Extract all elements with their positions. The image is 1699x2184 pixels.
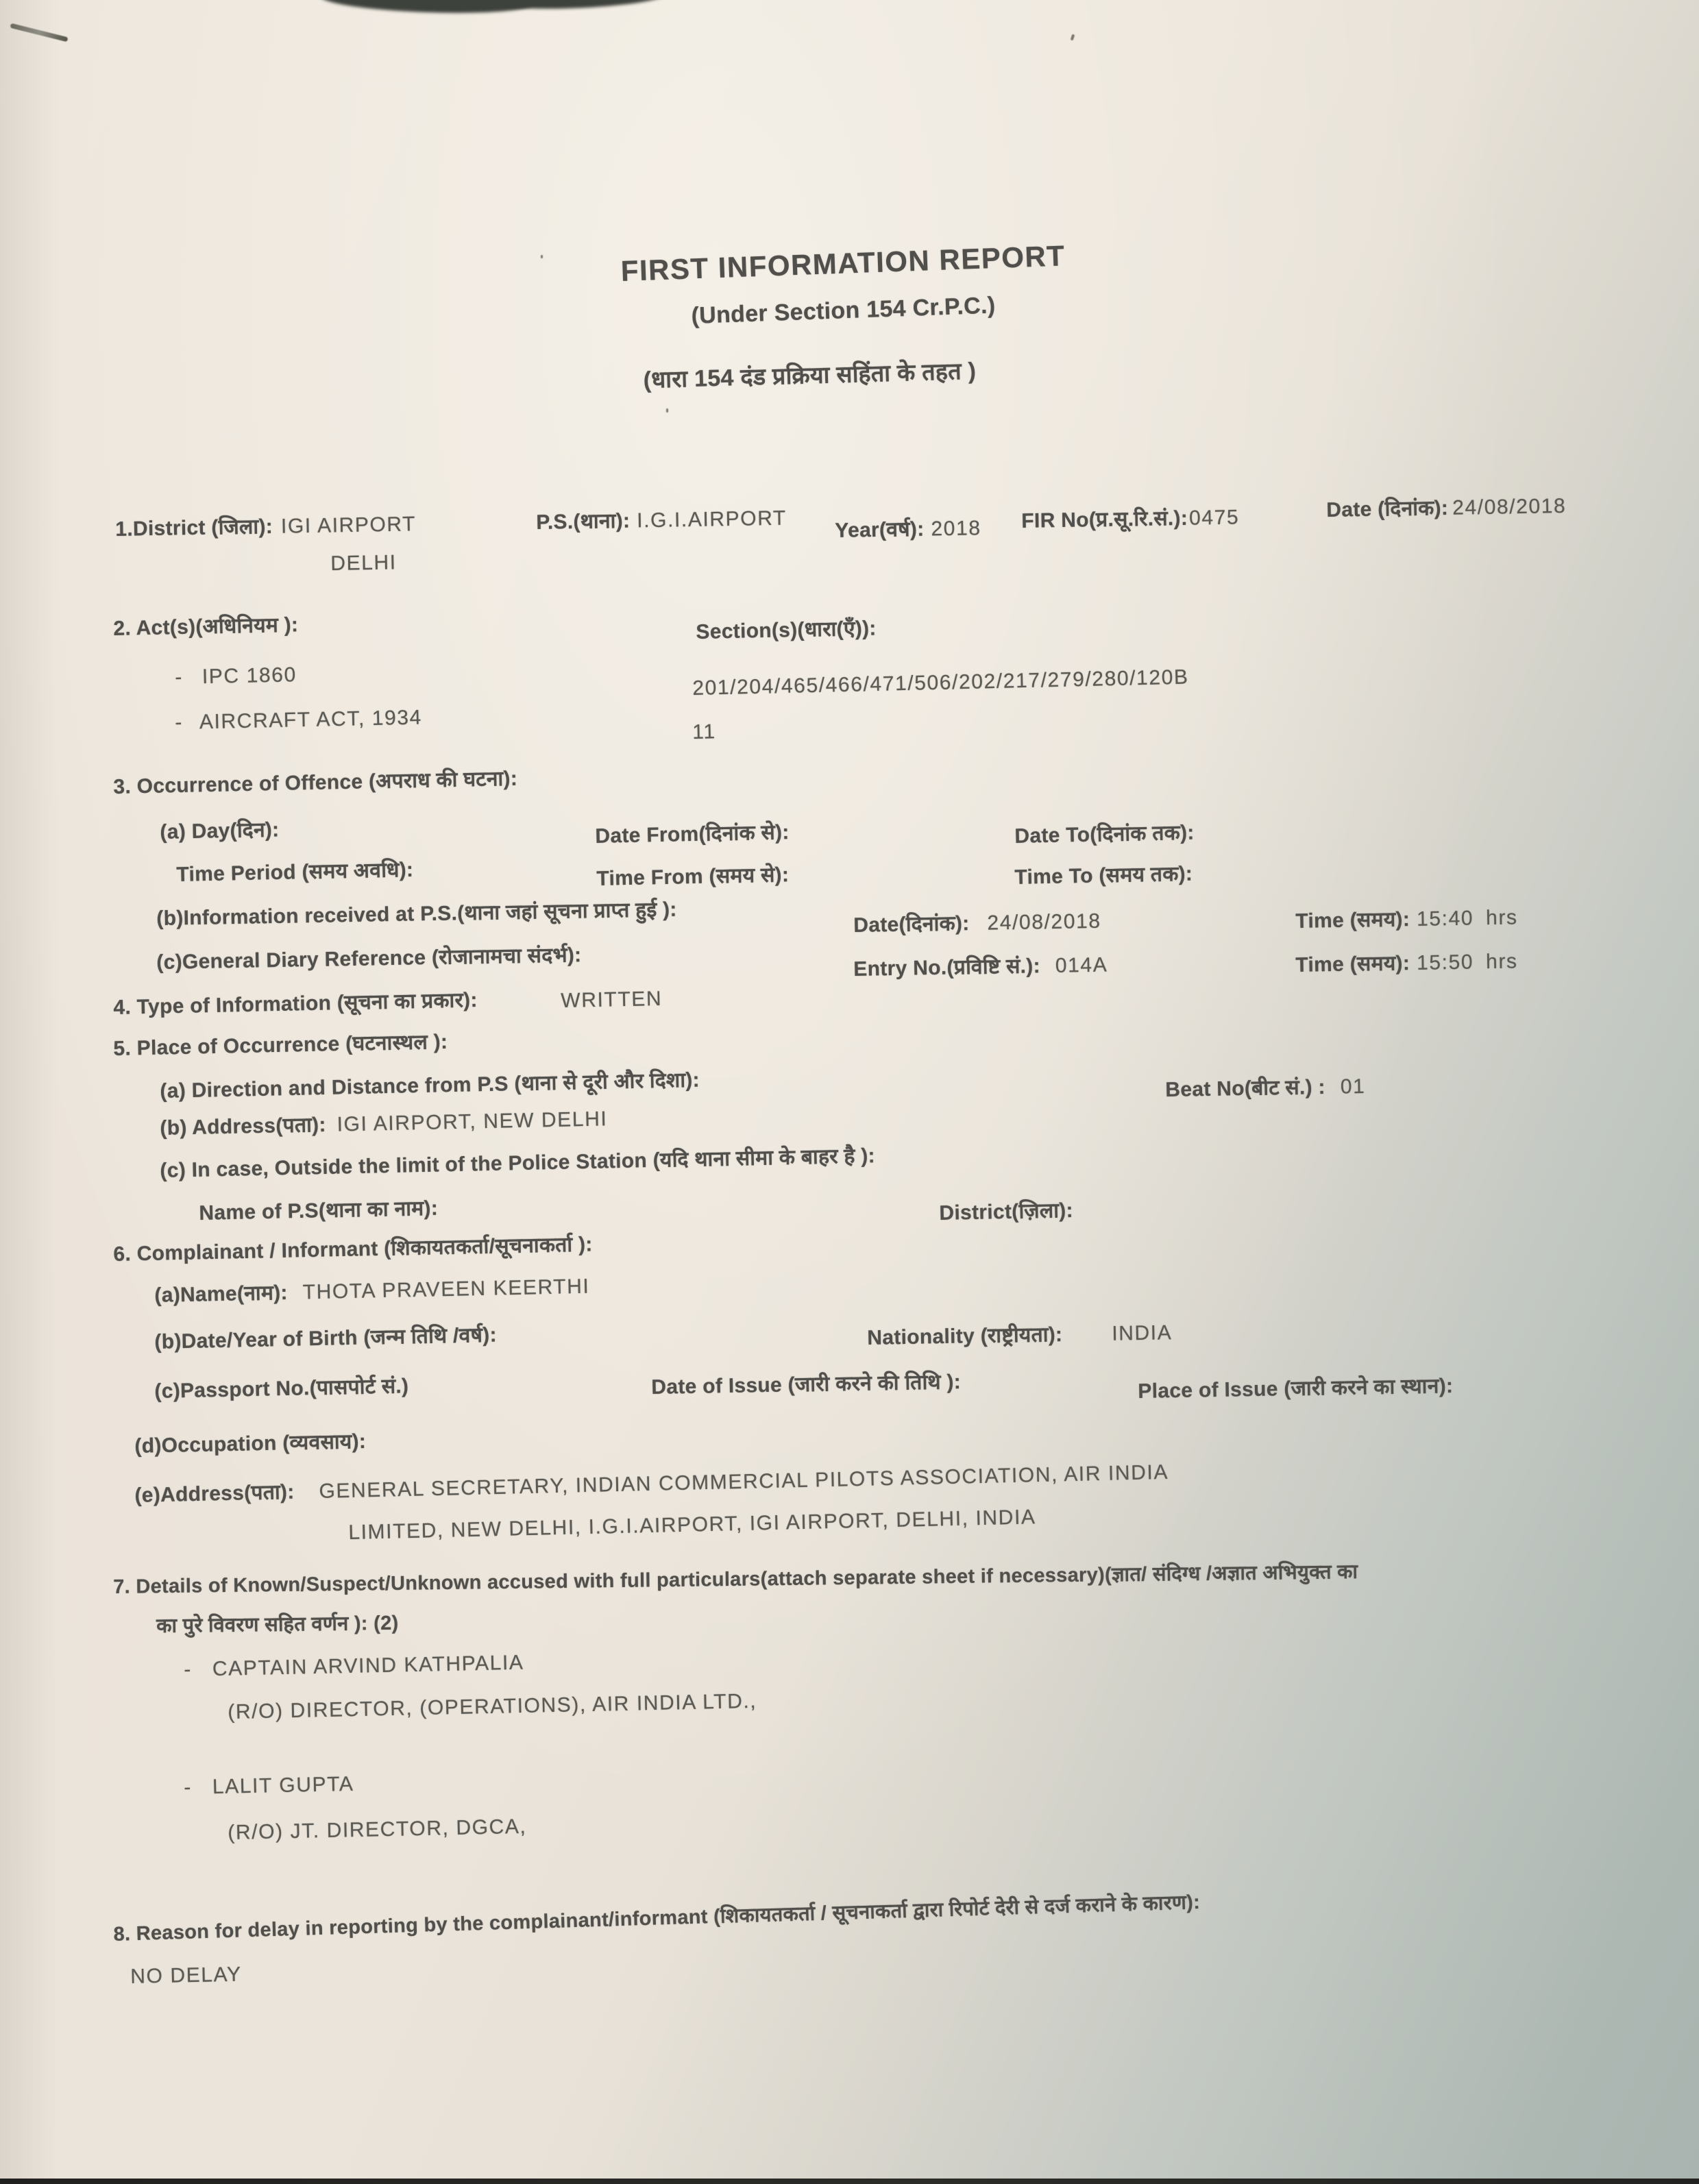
date-from-label: Date From(दिनांक से):: [595, 821, 790, 848]
page-title: [620, 239, 1066, 288]
gd-time-unit: hrs: [1485, 950, 1518, 974]
acts-heading: 2. Act(s)(अधिनियम ):: [113, 613, 299, 640]
act-bullet: -: [175, 711, 184, 734]
district-value: IGI AIRPORT: [280, 513, 417, 538]
issue-date-label: Date of Issue (जारी करने की तिथि ):: [651, 1371, 962, 1399]
info-date-label: Date(दिनांक):: [853, 912, 970, 937]
scan-bottom-edge: [0, 2179, 1699, 2184]
scan-speck: [541, 255, 543, 258]
complainant-name: [154, 1271, 590, 1308]
field-ps: [536, 503, 787, 535]
info-received-label: (b)Information received at P.S.(थाना जहां सूचना प्राप्त हुई ):: [156, 898, 677, 930]
gd-time-value: 15:50: [1416, 950, 1474, 974]
accused-heading-line2: का पुरे विवरण सहित वर्णन ): (2): [156, 1612, 399, 1637]
ps-label: P.S.(थाना):: [536, 509, 631, 534]
time-from-label: Time From (समय से):: [596, 863, 790, 890]
complainant-heading: 6. Complainant / Informant (शिकायतकर्ता/सूचनाकर्ता ):: [113, 1233, 593, 1266]
field-year: [835, 513, 981, 543]
complainant-name-value: THOTA PRAVEEN KEERTHI: [302, 1275, 590, 1304]
accused-bullet: -: [184, 1658, 193, 1681]
delay-reason-label: 8. Reason for delay in reporting by the complainant/informant (शिकायतकर्ता / सूचनाकर्ता द्वारा रिपोर्ट देरी से दर्ज कराने के कारण):: [113, 1891, 1201, 1946]
year-value: 2018: [931, 517, 981, 541]
type-of-information-value: WRITTEN: [561, 987, 663, 1012]
dob-label: (b)Date/Year of Birth (जन्म तिथि /वर्ष):: [154, 1323, 498, 1353]
info-date-value: 24/08/2018: [987, 909, 1101, 935]
gd-entry-value: 014A: [1055, 953, 1108, 977]
scan-speck: [666, 408, 668, 413]
ps-value: I.G.I.AIRPORT: [636, 506, 787, 532]
date-label: Date (दिनांक):: [1326, 496, 1449, 522]
complainant-address-line1: GENERAL SECRETARY, INDIAN COMMERCIAL PILOTS ASSOCIATION, AIR INDIA: [319, 1460, 1169, 1503]
nationality-value: INDIA: [1112, 1321, 1173, 1345]
fir-no-value: 0475: [1188, 506, 1240, 530]
scan-speck: [1071, 34, 1075, 41]
sections-value: 201/204/465/466/471/506/202/217/279/280/120B: [692, 665, 1189, 700]
field-fir-no: [1021, 502, 1240, 534]
beat-no-value: 01: [1340, 1075, 1366, 1099]
fir-no-label: FIR No(प्र.सू.रि.सं.):: [1021, 506, 1188, 532]
field-date: [1326, 491, 1567, 523]
ps-name-label: Name of P.S(थाना का नाम):: [199, 1197, 439, 1225]
occurrence-address-value: IGI AIRPORT, NEW DELHI: [337, 1107, 608, 1136]
accused-item: [184, 1652, 524, 1682]
page-subtitle-text: (Under Section 154 Cr.P.C.): [691, 292, 997, 329]
page-subtitle-hindi: [643, 354, 977, 395]
complainant-address-label: (e)Address(पता):: [134, 1480, 295, 1507]
date-to-label: Date To(दिनांक तक):: [1014, 821, 1195, 848]
gd-reference-label: (c)General Diary Reference (रोजानामचा संदर्भ):: [156, 944, 582, 974]
page-subtitle-hindi-text: (धारा 154 दंड प्रक्रिया सहिंता के तहत ): [643, 358, 977, 393]
beat-no-label: Beat No(बीट सं.) :: [1165, 1075, 1326, 1101]
gd-time: [1295, 946, 1518, 978]
date-value: 24/08/2018: [1452, 494, 1567, 519]
pen-mark-icon: [10, 23, 68, 42]
info-time-label: Time (समय):: [1295, 908, 1410, 933]
accused-item: [184, 1773, 354, 1800]
delay-reason-value: NO DELAY: [130, 1963, 242, 1988]
district-value-line2: DELHI: [330, 551, 397, 575]
nationality: [867, 1317, 1173, 1351]
act-name: IPC 1860: [201, 663, 297, 689]
act-item: [175, 706, 422, 735]
year-label: Year(वर्ष):: [835, 517, 925, 542]
direction-distance-label: (a) Direction and Distance from P.S (थाना से दूरी और दिशा):: [160, 1068, 700, 1103]
act-bullet: -: [175, 665, 184, 689]
outside-district-label: District(ज़िला):: [939, 1199, 1074, 1225]
issue-place-label: Place of Issue (जारी करने का स्थान):: [1138, 1374, 1454, 1403]
occurrence-heading: 3. Occurrence of Offence (अपराध की घटना):: [113, 767, 518, 798]
page-title-text: FIRST INFORMATION REPORT: [620, 239, 1066, 287]
sections-value: 11: [692, 720, 717, 744]
act-item: [175, 663, 297, 689]
accused-name: LALIT GUPTA: [212, 1772, 354, 1799]
complainant-name-label: (a)Name(नाम):: [154, 1281, 289, 1307]
district-label: 1.District (जिला):: [115, 515, 273, 541]
time-to-label: Time To (समय तक):: [1014, 862, 1193, 889]
place-of-occurrence-heading: 5. Place of Occurrence (घटनास्थल ):: [113, 1030, 448, 1060]
info-received-date: [853, 906, 1101, 938]
info-received-time: [1295, 902, 1518, 934]
nationality-label: Nationality (राष्ट्रीयता):: [867, 1323, 1063, 1349]
complainant-address-line2: LIMITED, NEW DELHI, I.G.I.AIRPORT, IGI AIRPORT, DELHI, INDIA: [348, 1506, 1036, 1544]
type-of-information-label: 4. Type of Information (सूचना का प्रकार):: [113, 988, 478, 1019]
outside-limit-label: (c) In case, Outside the limit of the Police Station (यदि थाना सीमा के बाहर है ):: [160, 1144, 876, 1182]
occupation-label: (d)Occupation (व्यवसाय):: [134, 1430, 367, 1458]
accused-name: CAPTAIN ARVIND KATHPALIA: [212, 1651, 524, 1681]
accused-detail: (R/O) DIRECTOR, (OPERATIONS), AIR INDIA LTD.,: [228, 1689, 757, 1723]
info-time-value: 15:40: [1416, 907, 1474, 931]
accused-detail: (R/O) JT. DIRECTOR, DGCA,: [228, 1815, 527, 1844]
gd-entry: [853, 950, 1108, 982]
day-label: (a) Day(दिन):: [160, 818, 280, 844]
gd-entry-label: Entry No.(प्रविष्टि सं.):: [853, 955, 1041, 981]
occurrence-address-label: (b) Address(पता):: [160, 1113, 327, 1140]
accused-bullet: -: [184, 1776, 193, 1799]
occurrence-address: [160, 1103, 608, 1141]
complainant-address: [134, 1457, 1169, 1508]
info-time-unit: hrs: [1485, 906, 1518, 930]
passport-label: (c)Passport No.(पासपोर्ट सं.): [154, 1375, 409, 1403]
time-period-label: Time Period (समय अवधि):: [176, 858, 414, 886]
page-subtitle: [691, 293, 996, 330]
field-district: [115, 508, 416, 542]
beat-no: [1165, 1071, 1366, 1103]
act-name: AIRCRAFT ACT, 1934: [199, 706, 423, 734]
gd-time-label: Time (समय):: [1295, 952, 1410, 977]
sections-heading: Section(s)(धारा(एँ)):: [696, 617, 877, 643]
accused-heading-line1: 7. Details of Known/Suspect/Unknown accused with full particulars(attach separate sheet if necessary)(ज्ञात/ संदिग्ध /अज्ञात अभियुक्त का: [113, 1560, 1358, 1598]
